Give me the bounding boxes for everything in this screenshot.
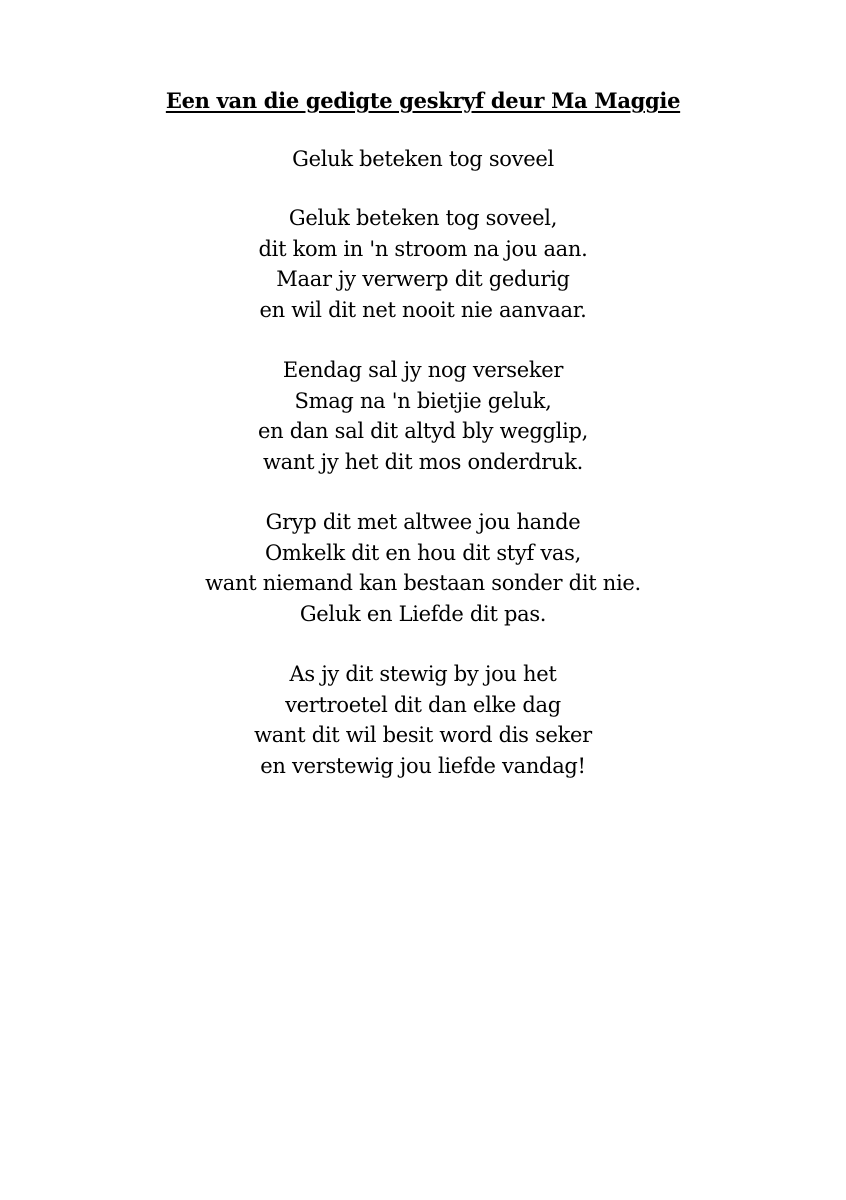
stanza-3 [0,507,846,629]
poem-line: Maar jy verwerp dit gedurig [276,267,570,291]
stanza-2 [0,355,846,477]
poem-line: Geluk beteken tog soveel, [288,206,558,230]
poem-line: en wil dit net nooit nie aanvaar. [259,297,587,322]
poem-line: Omkelk dit en hou dit styf vas, [264,540,581,565]
poem-line: As jy dit stewig by jou het [289,662,557,686]
stanza-4 [0,659,846,781]
poem-line: want jy het dit mos onderdruk. [262,449,584,474]
poem-line: en verstewig jou liefde vandag! [260,753,586,778]
poem-body [0,203,846,811]
poem-line: want niemand kan bestaan sonder dit nie. [205,571,641,595]
poem-line: en dan sal dit altyd bly wegglip, [257,419,589,443]
poem-line: Geluk en Liefde dit pas. [299,601,547,626]
poem-title: Geluk beteken tog soveel [292,147,554,171]
document-heading: Een van die gedigte geskryf deur Ma Maggie [165,88,681,113]
poem-line: want dit wil besit word dis seker [254,723,592,747]
poem-line: Eendag sal jy nog verseker [282,358,564,382]
stanza-1 [0,203,846,325]
poem-line: vertroetel dit dan elke dag [285,692,561,717]
poem-line: Gryp dit met altwee jou hande [265,510,581,534]
poem-line: dit kom in 'n stroom na jou aan. [258,236,588,261]
poem-line: Smag na 'n bietjie geluk, [294,388,552,413]
